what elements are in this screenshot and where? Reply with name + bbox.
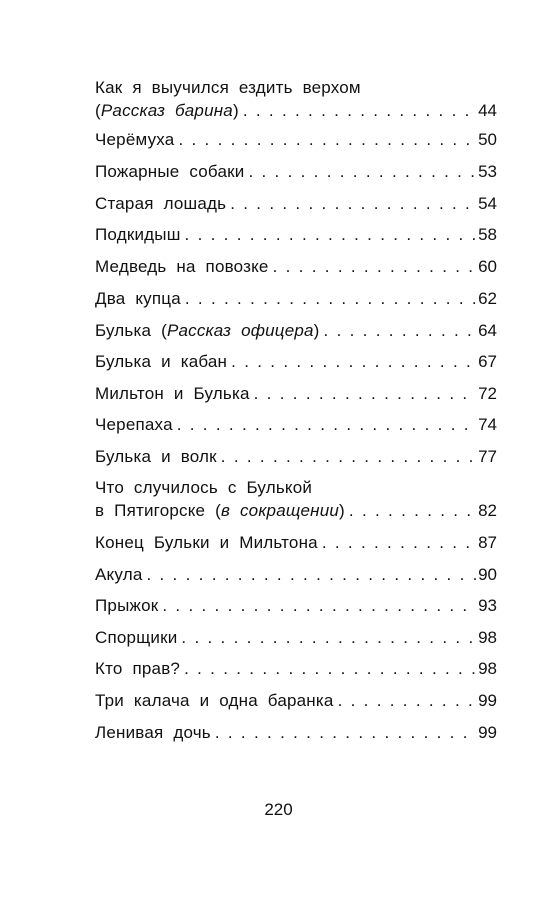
toc-entry-title (95, 626, 177, 649)
page-number: 220 (264, 800, 293, 819)
toc-entry-title (95, 223, 181, 246)
toc-entry-title-text: Черёмуха (95, 130, 175, 149)
toc-entry-title (95, 350, 227, 373)
toc-entry-page: 98 (478, 628, 497, 647)
toc-entry-title-text: Спорщики (95, 628, 178, 647)
toc-entry-subtitle: в сокращении (220, 501, 340, 520)
dot-leader (146, 563, 476, 586)
toc-entry-page: 44 (478, 101, 497, 120)
toc-entry-title-text: Медведь на повозке (95, 257, 269, 276)
toc-entry-title (95, 287, 181, 310)
toc-entry-page: 99 (478, 723, 497, 742)
dot-leader (185, 223, 477, 246)
dot-leader (231, 350, 476, 373)
toc-entry-title (95, 594, 158, 617)
dot-leader (178, 128, 476, 151)
toc-entry-title (95, 563, 142, 586)
dot-leader (184, 657, 476, 680)
toc-entry-title-text: Два купца (95, 289, 181, 308)
toc-entry-subtitle: Рассказ барина (100, 101, 233, 120)
toc-entry-title-text: Ленивая дочь (95, 723, 211, 742)
toc-entry (95, 350, 497, 373)
toc-entry-page: 64 (478, 321, 497, 340)
toc-entry-page: 54 (478, 194, 497, 213)
toc-entry-title-text: Булька ( (95, 321, 167, 340)
dot-leader (185, 287, 476, 310)
toc-entry (95, 382, 497, 405)
toc-entry-page: 58 (478, 225, 497, 244)
toc-entry (95, 657, 497, 680)
toc-entry-title-text: Мильтон и Булька (95, 384, 250, 403)
toc-entry-title-text: Булька и кабан (95, 352, 228, 371)
toc-entry-page: 74 (478, 415, 497, 434)
toc-entry-subtitle: Рассказ офицера (166, 321, 314, 340)
toc-entry (95, 160, 497, 183)
toc-entry-title-text: Булька и волк (95, 447, 217, 466)
toc-entry-title-text: Подкидыш (95, 225, 181, 244)
toc-entry-title-text: Конец Бульки и Мильтона (95, 533, 318, 552)
toc-entry (95, 626, 497, 649)
toc-entry (95, 531, 497, 554)
toc-entry-page: 67 (478, 352, 497, 371)
toc-entry-title-text: Три калача и одна баранка (95, 691, 334, 710)
toc-entry-title (95, 413, 173, 436)
toc-entry-title (95, 445, 217, 468)
dot-leader (324, 319, 477, 342)
dot-leader (248, 160, 476, 183)
toc-entry-title-line: Что случилось с Булькой (95, 478, 313, 497)
dot-leader (162, 594, 476, 617)
toc-entry (95, 445, 497, 468)
toc-entry-title (95, 657, 180, 680)
toc-entry-title (95, 499, 345, 522)
dot-leader (254, 382, 476, 405)
dot-leader (322, 531, 476, 554)
toc-entry (95, 223, 497, 246)
toc-entry (95, 563, 497, 586)
toc-entry-page: 62 (478, 289, 497, 308)
toc-entry-title-text: в Пятигорске ( (95, 501, 221, 520)
dot-leader (230, 192, 476, 215)
toc-entry-page: 60 (478, 257, 497, 276)
toc-entry (95, 689, 497, 712)
toc-entry-title-text: ) (339, 501, 345, 520)
toc-entry-title (95, 160, 244, 183)
toc-entry-title (95, 128, 174, 151)
toc-entry (95, 76, 497, 122)
toc-entry-title (95, 99, 239, 122)
toc-entry-title-text: ( (95, 101, 101, 120)
toc-entry (95, 255, 497, 278)
toc-entry-page: 90 (478, 565, 497, 584)
toc-entry-page: 87 (478, 533, 497, 552)
toc-entry-title-text: ) (313, 321, 320, 340)
toc-entry (95, 192, 497, 215)
toc-entry-title-text: Акула (95, 565, 143, 584)
toc-entry-page: 98 (478, 659, 497, 678)
toc-entry-title-text: Кто прав? (95, 659, 181, 678)
toc-entry-title-text: Старая лошадь (95, 194, 227, 213)
toc-entry-title (95, 255, 269, 278)
dot-leader (349, 499, 476, 522)
toc-entry-page: 93 (478, 596, 497, 615)
toc-entry (95, 594, 497, 617)
toc-entry-page: 72 (478, 384, 497, 403)
toc-entry-page: 99 (478, 691, 497, 710)
toc-entry-page: 82 (478, 501, 497, 520)
toc-entry-title (95, 382, 250, 405)
toc-entry-title-text: Черепаха (95, 415, 173, 434)
toc-entry (95, 319, 497, 342)
toc-entry (95, 476, 497, 522)
toc-entry-title (95, 689, 334, 712)
toc-entry (95, 287, 497, 310)
toc-entry-title (95, 319, 320, 342)
toc-entry-title (95, 192, 226, 215)
dot-leader (221, 445, 476, 468)
toc-entry-page: 53 (478, 162, 497, 181)
toc-entry (95, 128, 497, 151)
toc-entry-title-text: Прыжок (95, 596, 159, 615)
toc-entry (95, 413, 497, 436)
toc-entry-title-line: Как я выучился ездить верхом (95, 78, 361, 97)
dot-leader (177, 413, 476, 436)
table-of-contents (95, 76, 497, 744)
dot-leader (215, 721, 476, 744)
dot-leader (338, 689, 477, 712)
toc-entry-title-text: Пожарные собаки (95, 162, 245, 181)
toc-entry-title (95, 721, 211, 744)
toc-entry-page: 77 (478, 447, 497, 466)
dot-leader (243, 99, 476, 122)
toc-entry (95, 721, 497, 744)
dot-leader (273, 255, 476, 278)
toc-entry-title (95, 531, 318, 554)
toc-entry-title-text: ) (232, 101, 239, 120)
dot-leader (181, 626, 476, 649)
toc-entry-page: 50 (478, 130, 497, 149)
